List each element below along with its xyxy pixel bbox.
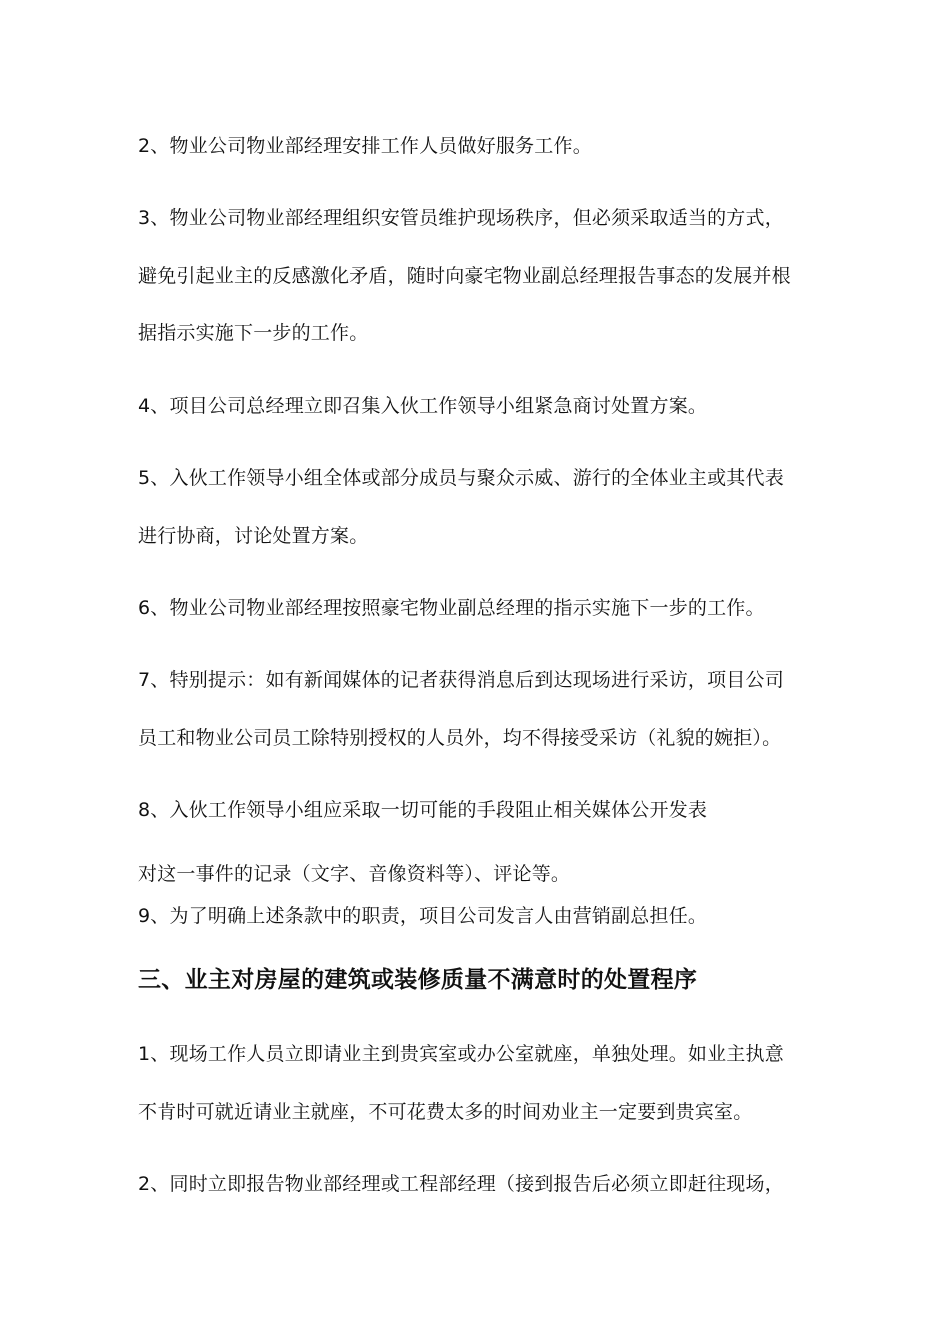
paragraph-line: 3、物业公司物业部经理组织安管员维护现场秩序，但必须采取适当的方式， — [138, 207, 784, 229]
paragraph-line: 对这一事件的记录（文字、音像资料等）、评论等。 — [138, 863, 571, 885]
paragraph-line: 进行协商，讨论处置方案。 — [138, 525, 369, 547]
paragraph-line: 6、物业公司物业部经理按照豪宅物业副总经理的指示实施下一步的工作。 — [138, 597, 765, 619]
paragraph-line: 5、入伙工作领导小组全体或部分成员与聚众示威、游行的全体业主或其代表 — [138, 467, 784, 489]
paragraph-line: 据指示实施下一步的工作。 — [138, 322, 369, 344]
paragraph-line: 不肯时可就近请业主就座，不可花费太多的时间劝业主一定要到贵宾室。 — [138, 1101, 753, 1123]
section-heading: 三、业主对房屋的建筑或装修质量不满意时的处置程序 — [138, 967, 698, 993]
paragraph-line: 1、现场工作人员立即请业主到贵宾室或办公室就座，单独处理。如业主执意 — [138, 1043, 784, 1065]
paragraph-line: 7、特别提示：如有新闻媒体的记者获得消息后到达现场进行采访，项目公司 — [138, 669, 784, 691]
paragraph-line: 2、同时立即报告物业部经理或工程部经理（接到报告后必须立即赶往现场， — [138, 1173, 784, 1195]
paragraph-line: 2、物业公司物业部经理安排工作人员做好服务工作。 — [138, 135, 592, 157]
paragraph-line: 避免引起业主的反感激化矛盾，随时向豪宅物业副总经理报告事态的发展并根 — [138, 265, 791, 287]
paragraph-line: 4、项目公司总经理立即召集入伙工作领导小组紧急商讨处置方案。 — [138, 395, 708, 417]
paragraph-line: 9、为了明确上述条款中的职责，项目公司发言人由营销副总担任。 — [138, 905, 708, 927]
paragraph-line: 8、入伙工作领导小组应采取一切可能的手段阻止相关媒体公开发表 — [138, 799, 708, 821]
paragraph-line: 员工和物业公司员工除特别授权的人员外，均不得接受采访（礼貌的婉拒）。 — [138, 727, 782, 749]
